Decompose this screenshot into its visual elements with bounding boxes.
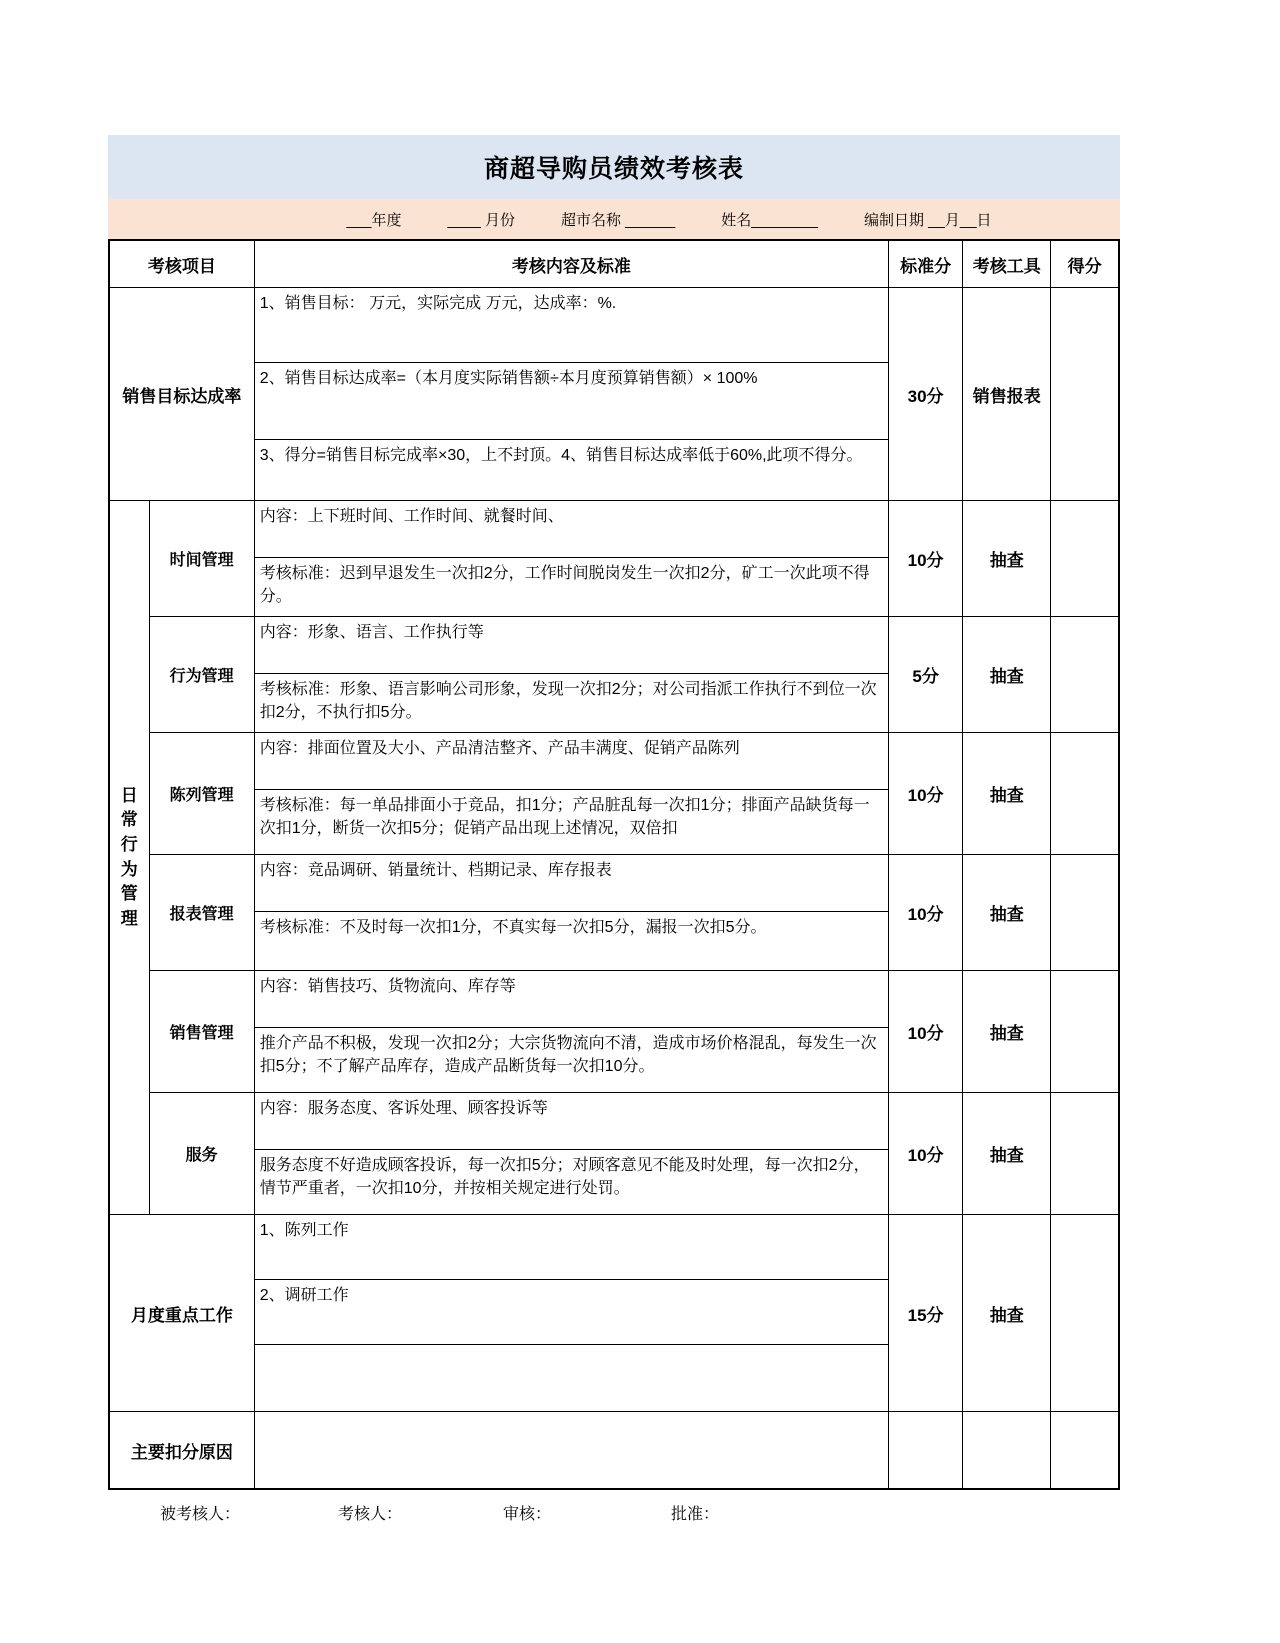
row-sub-display: 陈列管理	[149, 733, 254, 855]
vert-char-2: 行	[120, 834, 138, 854]
row-tool-report: 抽查	[963, 855, 1051, 971]
row-tool-deduction	[963, 1412, 1051, 1490]
time-content: 内容：上下班时间、工作时间、就餐时间、	[255, 501, 888, 558]
row-tool-time: 抽查	[963, 501, 1051, 617]
row-content-deduction[interactable]	[254, 1412, 888, 1490]
row-result-monthly[interactable]	[1051, 1215, 1119, 1412]
row-result-behavior[interactable]	[1051, 617, 1119, 733]
page-title: 商超导购员绩效考核表	[483, 155, 744, 183]
row-result-service[interactable]	[1051, 1093, 1119, 1215]
row-content-service	[254, 1093, 888, 1215]
row-score-behavior: 5分	[889, 617, 963, 733]
row-tool-sales: 销售报表	[963, 288, 1051, 501]
table-header-row	[109, 240, 1119, 288]
vert-char-1: 常	[120, 810, 138, 830]
row-tool-monthly: 抽查	[963, 1215, 1051, 1412]
row-score-time: 10分	[889, 501, 963, 617]
table-row	[109, 733, 1119, 855]
row-content-display	[254, 733, 888, 855]
table-row	[109, 1093, 1119, 1215]
header-item: 考核项目	[109, 240, 254, 288]
time-standard: 考核标准：迟到早退发生一次扣2分，工作时间脱岗发生一次扣2分，矿工一次此项不得分。	[259, 565, 870, 606]
row-content-behavior	[254, 617, 888, 733]
row-tool-display: 抽查	[963, 733, 1051, 855]
row-sub-report: 报表管理	[149, 855, 254, 971]
table-row	[109, 1215, 1119, 1412]
sales-line-3: 3、得分=销售目标完成率×30，上不封顶。4、销售目标达成率低于60%,此项不得分。	[259, 447, 863, 464]
selling-standard: 推介产品不积极，发现一次扣2分；大宗货物流向不清，造成市场价格混乱，每发生一次扣5分；不了解产品库存，造成产品断货每一次扣10分。	[259, 1035, 877, 1076]
table-row	[109, 501, 1119, 617]
meta-date[interactable]: 编制日期 __月__日	[864, 211, 992, 229]
meta-name[interactable]: 姓名________	[721, 211, 818, 229]
row-score-deduction	[889, 1412, 963, 1490]
row-score-monthly: 15分	[889, 1215, 963, 1412]
row-result-report[interactable]	[1051, 855, 1119, 971]
monthly-line-3[interactable]	[255, 1345, 888, 1412]
service-standard: 服务态度不好造成顾客投诉，每一次扣5分；对顾客意见不能及时处理，每一次扣2分，情节严重者，一次扣10分，并按相关规定进行处罚。	[259, 1157, 870, 1198]
row-content-report	[254, 855, 888, 971]
evaluation-table	[108, 239, 1120, 1490]
row-score-service: 10分	[889, 1093, 963, 1215]
header-result: 得分	[1051, 240, 1119, 288]
header-tool: 考核工具	[963, 240, 1051, 288]
vert-char-0: 日	[120, 785, 138, 805]
table-row	[109, 1412, 1119, 1490]
row-category-sales: 销售目标达成率	[109, 288, 254, 501]
row-result-time[interactable]	[1051, 501, 1119, 617]
row-content-sales	[254, 288, 888, 501]
sales-line-2: 2、销售目标达成率=（本月度实际销售额÷本月度预算销售额）× 100%	[255, 363, 888, 440]
report-content: 内容：竞品调研、销量统计、档期记录、库存报表	[255, 855, 888, 912]
row-content-selling	[254, 971, 888, 1093]
table-row	[109, 855, 1119, 971]
monthly-line-2[interactable]: 2、调研工作	[255, 1280, 888, 1345]
table-row	[109, 971, 1119, 1093]
row-sub-behavior: 行为管理	[149, 617, 254, 733]
row-content-monthly	[254, 1215, 888, 1412]
vert-char-4: 管	[120, 884, 138, 904]
signature-assessee[interactable]: 被考核人：	[160, 1506, 241, 1523]
report-standard: 考核标准：不及时每一次扣1分，不真实每一次扣5分，漏报一次扣5分。	[259, 919, 767, 936]
meta-year[interactable]: ___年度	[346, 211, 402, 229]
signature-row	[108, 1501, 1120, 1524]
selling-content: 内容：销售技巧、货物流向、库存等	[255, 971, 888, 1028]
behavior-content: 内容：形象、语言、工作执行等	[255, 617, 888, 674]
row-tool-service: 抽查	[963, 1093, 1051, 1215]
meta-month[interactable]: ____ 月份	[447, 211, 516, 229]
monthly-line-1[interactable]: 1、陈列工作	[255, 1215, 888, 1280]
title-banner	[108, 135, 1120, 199]
vert-char-3: 为	[120, 859, 138, 879]
row-tool-selling: 抽查	[963, 971, 1051, 1093]
sales-line-1: 1、销售目标： 万元，实际完成 万元，达成率：%.	[255, 288, 888, 363]
row-result-deduction[interactable]	[1051, 1412, 1119, 1490]
signature-assessor[interactable]: 考核人：	[338, 1506, 403, 1523]
row-sub-selling: 销售管理	[149, 971, 254, 1093]
row-content-time	[254, 501, 888, 617]
row-score-report: 10分	[889, 855, 963, 971]
evaluation-sheet	[108, 135, 1120, 1524]
vert-char-5: 理	[120, 908, 138, 928]
header-score: 标准分	[889, 240, 963, 288]
table-row	[109, 617, 1119, 733]
behavior-standard: 考核标准：形象、语言影响公司形象，发现一次扣2分；对公司指派工作执行不到位一次扣2分，不执行扣5分。	[259, 681, 877, 722]
display-standard: 考核标准：每一单品排面小于竞品，扣1分；产品脏乱每一次扣1分；排面产品缺货每一次扣1分，断货一次扣5分；促销产品出现上述情况，双倍扣	[259, 797, 870, 838]
meta-banner	[108, 199, 1120, 239]
row-score-selling: 10分	[889, 971, 963, 1093]
row-sub-service: 服务	[149, 1093, 254, 1215]
table-row	[109, 288, 1119, 501]
signature-reviewer[interactable]: 审核：	[503, 1506, 552, 1523]
row-tool-behavior: 抽查	[963, 617, 1051, 733]
service-content: 内容：服务态度、客诉处理、顾客投诉等	[255, 1093, 888, 1150]
header-content: 考核内容及标准	[254, 240, 888, 288]
row-result-selling[interactable]	[1051, 971, 1119, 1093]
row-category-deduction: 主要扣分原因	[109, 1412, 254, 1490]
meta-store[interactable]: 超市名称 ______	[561, 211, 676, 229]
signature-approver[interactable]: 批准：	[671, 1506, 720, 1523]
row-category-daily	[109, 501, 149, 1215]
row-score-sales: 30分	[889, 288, 963, 501]
row-result-sales[interactable]	[1051, 288, 1119, 501]
row-score-display: 10分	[889, 733, 963, 855]
row-result-display[interactable]	[1051, 733, 1119, 855]
display-content: 内容：排面位置及大小、产品清洁整齐、产品丰满度、促销产品陈列	[255, 733, 888, 790]
row-category-monthly: 月度重点工作	[109, 1215, 254, 1412]
row-sub-time: 时间管理	[149, 501, 254, 617]
